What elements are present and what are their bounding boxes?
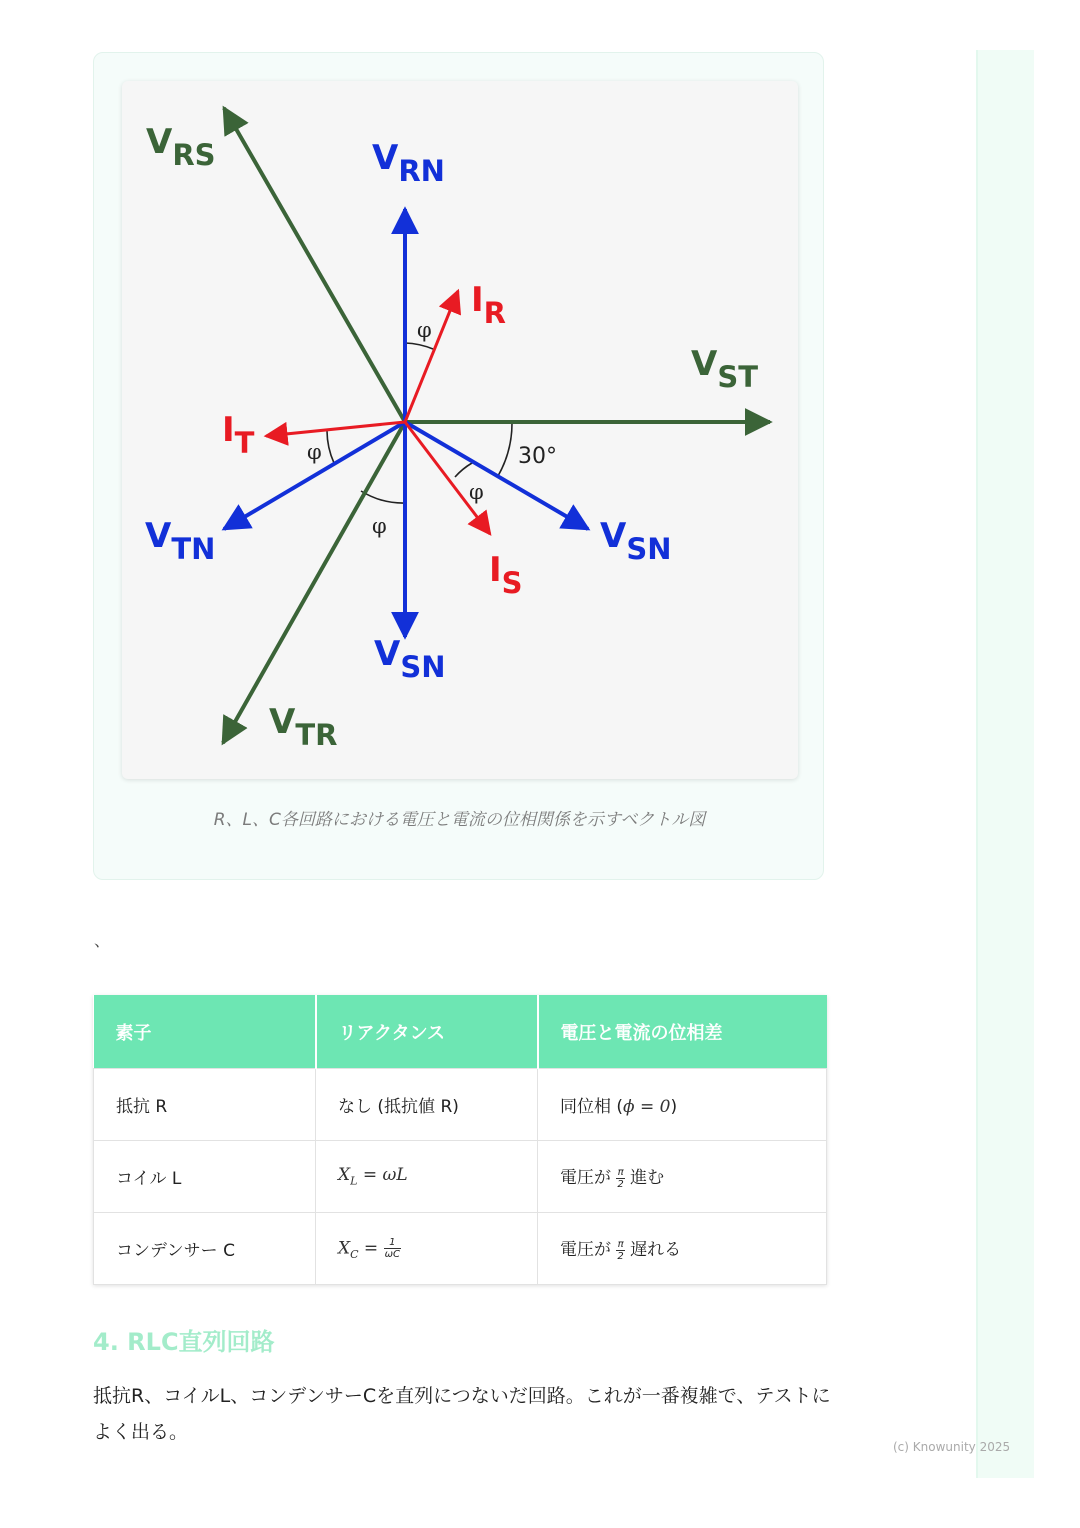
- header-phase-difference: 電圧と電流の位相差: [538, 995, 827, 1069]
- phase-prefix: 電圧が: [560, 1168, 617, 1189]
- phase-suffix: 遅れる: [624, 1240, 682, 1261]
- reactance-rhs: =: [358, 1238, 384, 1259]
- cell-reactance: [316, 1213, 538, 1285]
- vector-i-s: [405, 422, 490, 534]
- table-row: [94, 1069, 827, 1141]
- label-v-sn-bottom: VSN: [374, 634, 446, 684]
- angle-label-phi-left: φ: [307, 440, 322, 464]
- angle-label-30deg: 30°: [518, 444, 557, 469]
- label-v-st: VST: [691, 344, 758, 394]
- phase-math: ϕ = 0: [623, 1097, 671, 1117]
- cell-element: コイル L: [94, 1141, 316, 1213]
- fraction-pi-over-2: $\frac{\pi}{2}$: [617, 1166, 624, 1190]
- stray-punctuation: 、: [94, 931, 111, 950]
- arc-phi-top: [405, 343, 433, 349]
- label-v-sn-right: VSN: [600, 516, 672, 566]
- header-element: 素子: [94, 995, 316, 1069]
- reactance-table: [93, 995, 827, 1285]
- figure-caption: R、L、C各回路における電圧と電流の位相関係を示すベクトル図: [213, 810, 706, 830]
- fraction-pi-over-2: $\frac{\pi}{2}$: [617, 1238, 624, 1262]
- phase-suffix: ): [670, 1097, 678, 1117]
- reactance-symbol: X: [338, 1165, 351, 1186]
- vector-diagram-svg: [122, 81, 798, 779]
- vector-diagram: [122, 81, 798, 779]
- cell-phase: [538, 1213, 827, 1285]
- arc-phi-right: [455, 463, 472, 477]
- angle-label-phi-top: φ: [417, 318, 432, 342]
- cell-element: 抵抗 R: [94, 1069, 316, 1141]
- cell-phase: [538, 1141, 827, 1213]
- angle-label-phi-bottom: φ: [372, 514, 387, 538]
- reactance-subscript: C: [350, 1247, 359, 1261]
- section-body: 抵抗R、コイルL、コンデンサーCを直列につないだ回路。これが一番複雑で、テストによく出る。: [93, 1385, 831, 1443]
- fraction-one-over-omega-c: $\frac{1}{\omega C}$: [384, 1236, 400, 1260]
- section-heading: 4. RLC直列回路: [93, 1328, 275, 1356]
- figure-card: [93, 52, 824, 880]
- arc-phi-left: [327, 431, 334, 463]
- reactance-subscript: L: [350, 1174, 358, 1188]
- table-header-row: [94, 995, 827, 1069]
- label-i-s: IS: [489, 550, 523, 600]
- label-v-tr: VTR: [269, 702, 338, 752]
- vector-i-r: [405, 291, 458, 422]
- reactance-symbol: X: [338, 1238, 351, 1259]
- angle-label-phi-right: φ: [469, 480, 484, 504]
- vector-v-tr: [223, 422, 405, 743]
- reactance-rhs: = ωL: [357, 1165, 408, 1186]
- phase-prefix: 同位相 (: [560, 1097, 624, 1117]
- arc-phi-bottom: [361, 491, 405, 503]
- table-row: [94, 1213, 827, 1285]
- cell-phase: [538, 1069, 827, 1141]
- label-i-t: IT: [222, 410, 255, 460]
- arc-30deg: [498, 422, 512, 476]
- copyright-notice: (c) Knowunity 2025: [893, 1440, 1011, 1454]
- phase-suffix: 進む: [624, 1168, 665, 1189]
- cell-reactance: なし (抵抗値 R): [316, 1069, 538, 1141]
- label-v-rn: VRN: [372, 138, 445, 188]
- table-row: [94, 1141, 827, 1213]
- label-v-rs: VRS: [146, 122, 216, 172]
- phase-prefix: 電圧が: [560, 1240, 617, 1261]
- side-strip: [976, 50, 1034, 1478]
- cell-element: コンデンサー C: [94, 1213, 316, 1285]
- header-reactance: リアクタンス: [316, 995, 538, 1069]
- label-i-r: IR: [471, 280, 506, 330]
- vector-v-sn-right: [405, 422, 588, 529]
- cell-reactance: [316, 1141, 538, 1213]
- label-v-tn: VTN: [145, 516, 216, 566]
